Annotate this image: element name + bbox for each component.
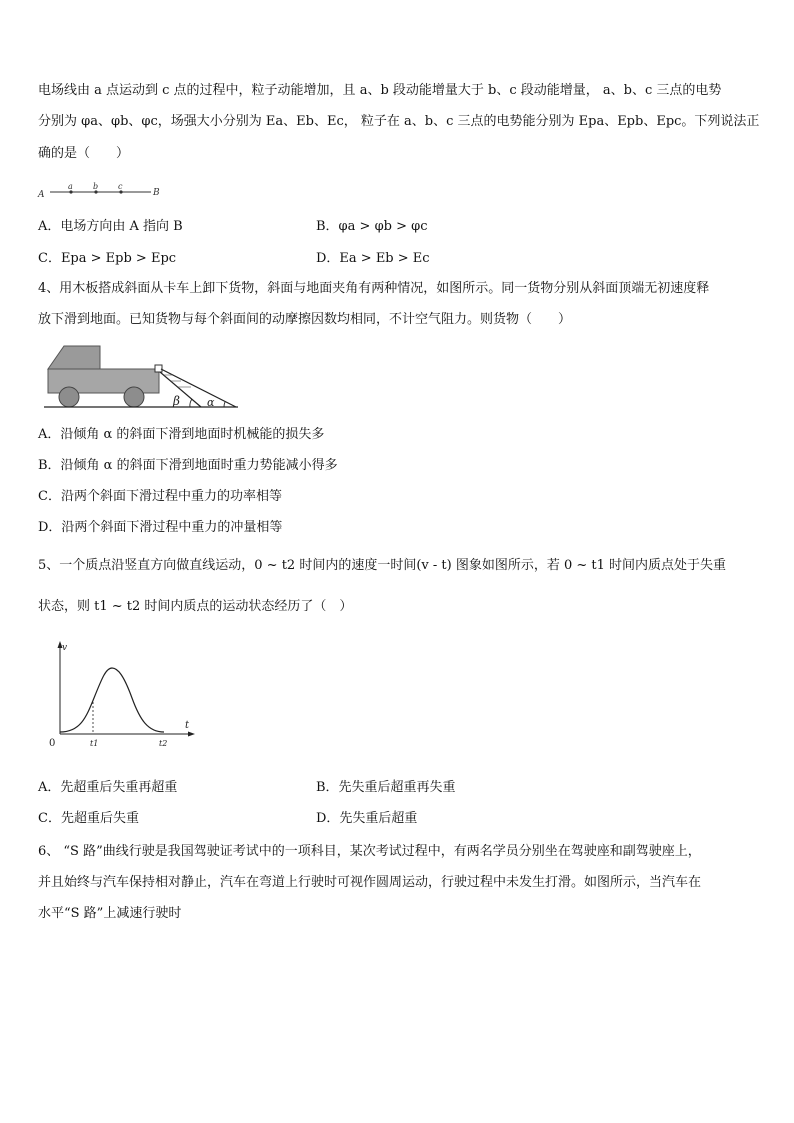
angle-beta-label: β (173, 394, 180, 408)
t1-label: t1 (90, 739, 99, 748)
label-c: c (118, 182, 123, 191)
angle-alpha-label: α (207, 396, 215, 409)
q5-option-c[interactable]: C．先超重后失重 (38, 811, 139, 826)
q3-text-line-1: 电场线由 a 点运动到 c 点的过程中，粒子动能增加，且 a、b 段动能增量大于 b、c 段动能增量， a、b、c 三点的电势 (38, 83, 722, 98)
q6-text-line-1: 6、 “S 路”曲线行驶是我国驾驶证考试中的一项科目，某次考试过程中，有两名学员分别坐在驾驶座和副驾驶座上， (38, 844, 701, 859)
q5-velocity-time-graph (44, 638, 214, 753)
label-B: B (153, 188, 160, 198)
origin-label: 0 (49, 738, 56, 749)
q6-text-line-2: 并且始终与汽车保持相对静止，汽车在弯道上行驶时可视作圆周运动，行驶过程中未发生打滑。如图所示，当汽车在 (38, 875, 702, 890)
q3-option-c[interactable]: C．Epa > Epb > Epc (38, 251, 177, 266)
q4-truck-ramp-figure (44, 342, 244, 412)
q4-text-line-1: 4、用木板搭成斜面从卡车上卸下货物，斜面与地面夹角有两种情况，如图所示。同一货物分别从斜面顶端无初速度释 (38, 281, 710, 296)
q3-option-a[interactable]: A．电场方向由 A 指向 B (38, 219, 183, 234)
q3-text-line-2: 分别为 φa、φb、φc，场强大小分别为 Ea、Eb、Ec， 粒子在 a、b、c 三点的电势能分别为 Epa、Epb、Epc。下列说法正 (38, 114, 760, 129)
label-b: b (93, 182, 99, 191)
q3-text-line-3: 确的是（ ） (38, 146, 130, 161)
label-A: A (38, 190, 45, 200)
t2-label: t2 (159, 739, 168, 748)
q3-option-b[interactable]: B．φa > φb > φc (316, 219, 428, 234)
q4-option-c[interactable]: C．沿两个斜面下滑过程中重力的功率相等 (38, 489, 282, 504)
q5-option-d[interactable]: D．先失重后超重 (316, 811, 418, 826)
v-axis-label: v (62, 643, 68, 653)
q3-option-d[interactable]: D．Ea > Eb > Ec (316, 251, 430, 266)
q3-field-line-figure (36, 180, 176, 204)
q4-option-d[interactable]: D．沿两个斜面下滑过程中重力的冲量相等 (38, 520, 283, 535)
q4-option-b[interactable]: B．沿倾角 α 的斜面下滑到地面时重力势能减小得多 (38, 458, 338, 473)
label-a: a (68, 182, 73, 191)
q4-option-a[interactable]: A．沿倾角 α 的斜面下滑到地面时机械能的损失多 (38, 427, 325, 442)
q5-option-b[interactable]: B．先失重后超重再失重 (316, 780, 456, 795)
q6-text-line-3: 水平“S 路”上减速行驶时 (38, 906, 182, 921)
q5-option-a[interactable]: A．先超重后失重再超重 (38, 780, 178, 795)
q4-text-line-2: 放下滑到地面。已知货物与每个斜面间的动摩擦因数均相同，不计空气阻力。则货物（ ） (38, 312, 572, 327)
q5-text-line-2: 状态，则 t1 ~ t2 时间内质点的运动状态经历了（ ） (38, 599, 353, 614)
q5-text-line-1: 5、一个质点沿竖直方向做直线运动，0 ~ t2 时间内的速度一时间(v - t) 图象如图所示，若 0 ~ t1 时间内质点处于失重 (38, 558, 727, 573)
t-axis-label: t (185, 720, 190, 731)
